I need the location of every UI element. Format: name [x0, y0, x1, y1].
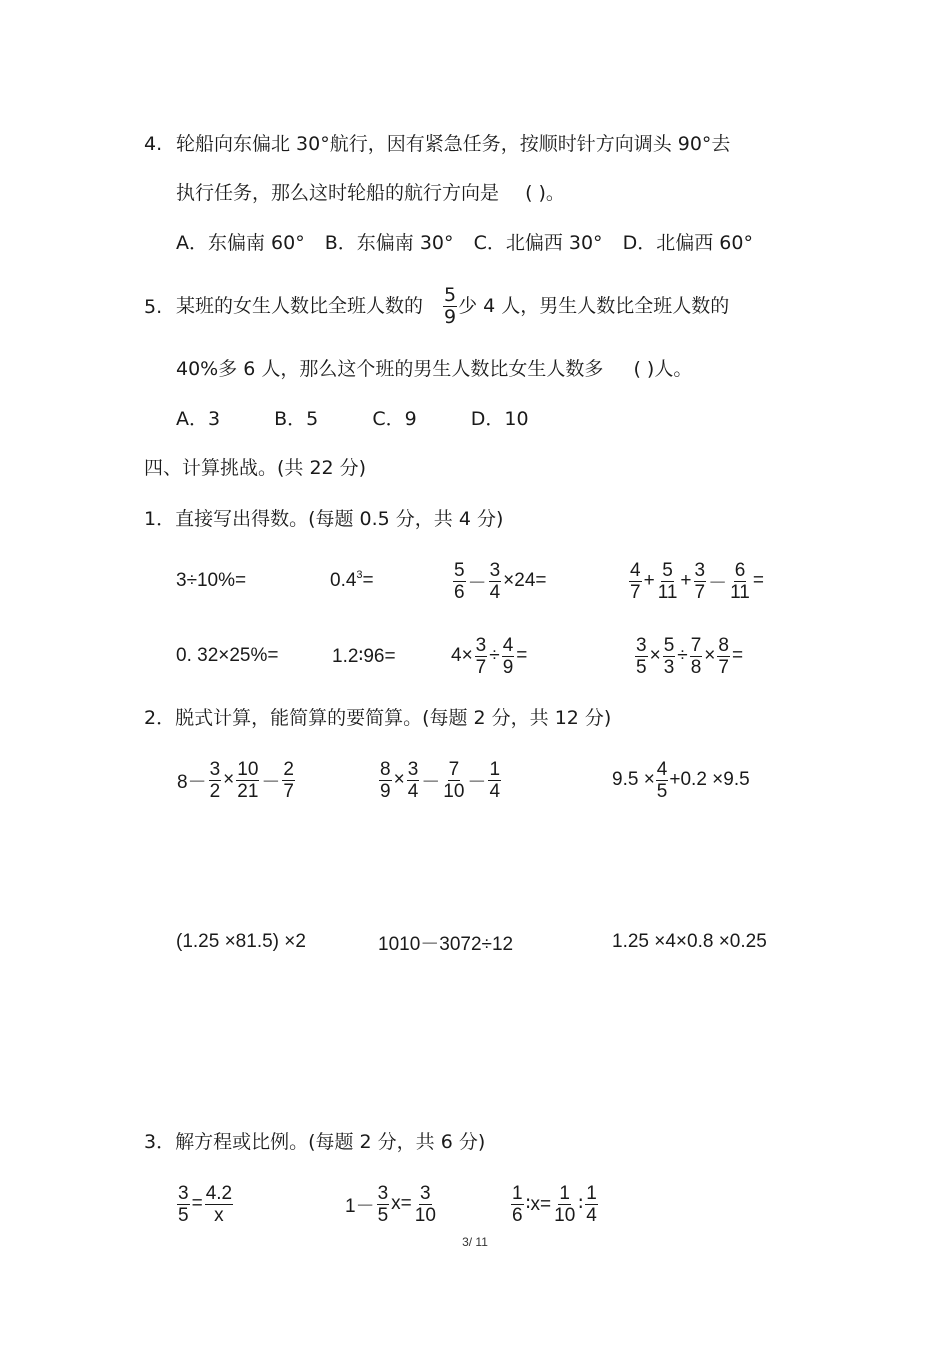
q5-line2-text: 40%多 6 人，那么这个班的男生人数比女生人数多 [176, 358, 604, 380]
eq-c: $\frac{1}{6}$ ∶x= $\frac{1}{10}$ ∶ $\frac{1}{4}$ [512, 1182, 597, 1226]
q4-line2 [176, 181, 565, 205]
q5-option-c[interactable]: C．9 [372, 408, 417, 430]
q5-options [176, 407, 529, 431]
calc1-b-exponent: 3 [356, 569, 363, 581]
q5-option-b[interactable]: B．5 [274, 408, 319, 430]
q4-line1: 轮船向东偏北 30°航行，因有紧急任务，按顺时针方向调头 90°去 [176, 133, 731, 155]
q5-line1 [176, 282, 729, 330]
q4-number: 4. [144, 133, 163, 155]
q4-line2-text: 执行任务，那么这时轮船的航行方向是 [176, 182, 500, 204]
calc2-c-pre: 9.5 × [612, 769, 655, 790]
q5-line2 [176, 357, 692, 381]
calc1-b-equals: = [362, 570, 374, 591]
calc2-a: 8－ $\frac{3}{2}$ × $\frac{10}{21}$ － $\frac{2}{7}$ [177, 758, 294, 802]
q4-options [176, 231, 753, 255]
calc2-c-post: +0.2 ×9.5 [669, 769, 750, 790]
q5-option-d[interactable]: D．10 [470, 408, 529, 430]
calc1-c: $\frac{5}{6}$ － $\frac{3}{4}$ ×24= [454, 559, 547, 603]
calc2-c: 9.5 × $\frac{4}{5}$ +0.2 ×9.5 [612, 758, 750, 802]
q5-line1-post: 少 4 人，男生人数比全班人数的 [458, 295, 730, 317]
calc2-e: 1010－3072÷12 [378, 933, 514, 955]
q4-option-a[interactable]: A．东偏南 60° [176, 232, 305, 254]
q5-fraction [443, 285, 457, 328]
q5-fraction-denominator: 9 [444, 305, 457, 328]
calc2-d: (1.25 ×81.5) ×2 [176, 931, 306, 952]
q4-option-c[interactable]: C．北偏西 30° [473, 232, 603, 254]
calc1-e: 0. 32×25%= [176, 645, 279, 666]
calc1-a: 3÷10%= [176, 570, 247, 591]
q4-option-d[interactable]: D．北偏西 60° [622, 232, 753, 254]
q5-number: 5. [144, 296, 163, 318]
calc1-f: 1.2∶96= [332, 645, 396, 667]
q5-option-a[interactable]: A．3 [176, 408, 221, 430]
calc2-f: 1.25 ×4×0.8 ×0.25 [612, 931, 767, 952]
eq-a: $\frac{3}{5}$ = $\frac{4.2}{x}$ [178, 1182, 233, 1226]
q5-answer-blank[interactable]: ( )人。 [633, 358, 693, 380]
calc1-g: 4× $\frac{3}{7}$ ÷ $\frac{4}{9}$ = [451, 634, 528, 678]
calc2-b: $\frac{8}{9}$ × $\frac{3}{4}$ － $\frac{7}{10}$ － $\frac{1}{4}$ [380, 758, 501, 802]
section4-q3-heading: 3．解方程或比例。(每题 2 分，共 6 分) [144, 1131, 486, 1153]
q4-answer-blank[interactable]: ( )。 [525, 182, 565, 204]
q5-line1-pre: 某班的女生人数比全班人数的 [176, 295, 424, 317]
calc1-b-base: 0.4 [330, 570, 357, 591]
section4-q2-heading: 2．脱式计算，能简算的要简算。(每题 2 分，共 12 分) [144, 707, 612, 729]
section4-q1-heading: 1．直接写出得数。(每题 0.5 分，共 4 分) [144, 508, 504, 530]
q5-fraction-numerator: 5 [444, 283, 457, 306]
eq-b: 1－ $\frac{3}{5}$ x= $\frac{3}{10}$ [345, 1182, 436, 1226]
calc1-b [330, 558, 374, 604]
calc1-d: $\frac{4}{7}$ + $\frac{5}{11}$ + $\frac{3}{7}$ － $\frac{6}{11}$ = [630, 559, 764, 603]
q4-option-b[interactable]: B．东偏南 30° [324, 232, 454, 254]
calc1-h: $\frac{3}{5}$ × $\frac{5}{3}$ ÷ $\frac{7}{8}$ × $\frac{8}{7}$ = [636, 634, 744, 678]
section4-title: 四、计算挑战。(共 22 分) [144, 457, 367, 479]
page-number: 3/ 11 [462, 1235, 488, 1249]
